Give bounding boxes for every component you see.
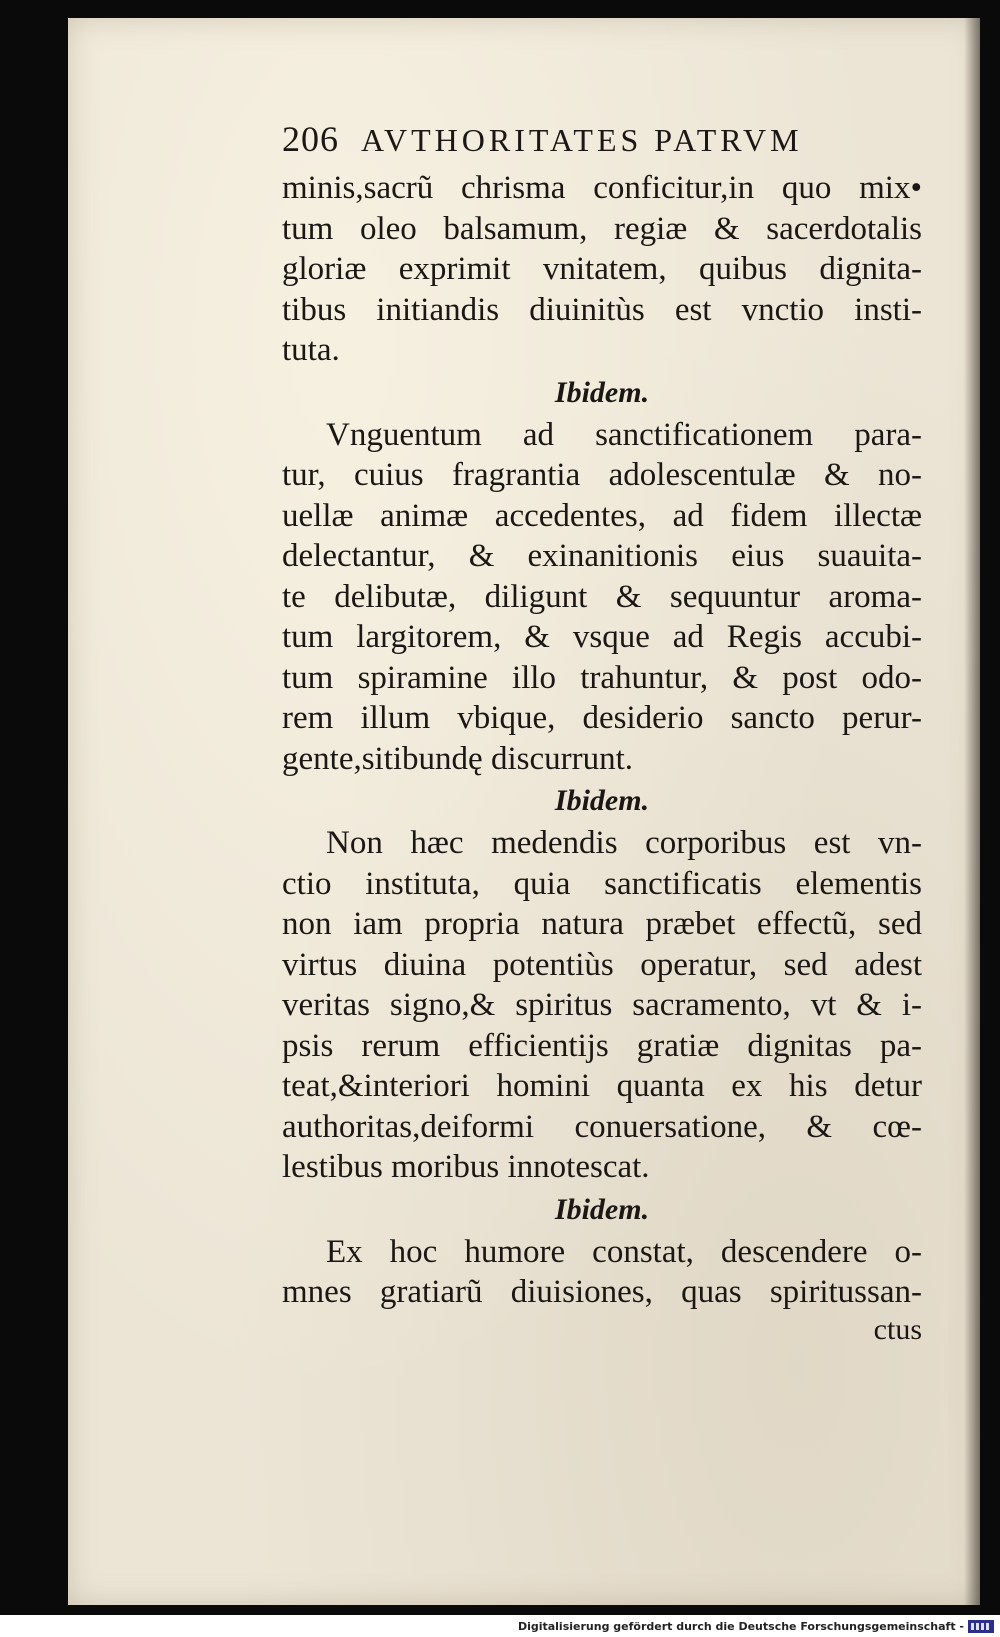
text-line: tur, cuius fragrantia adolescentulæ & no- <box>282 457 922 493</box>
section-heading: Ibidem. <box>554 784 650 817</box>
text-line: uellæ animæ accedentes, ad fidem illectæ <box>282 497 922 534</box>
text-line: tibus initiandis diuinitùs est vnctio insti- <box>282 291 922 328</box>
text-line: delectantur, & exinanitionis eius suauita- <box>282 538 922 574</box>
section-heading: Ibidem. <box>554 1192 650 1226</box>
text-line: lestibus moribus innotescat. <box>282 1149 650 1185</box>
text-line: virtus diuina potentiùs operatur, sed adest <box>282 946 922 983</box>
section-ibidem-2 <box>282 779 922 1188</box>
text-line: gloriæ exprimit vnitatem, quibus dignita- <box>282 251 922 287</box>
running-head <box>282 118 922 166</box>
text-line: teat,&interiori homini quanta ex his detur <box>282 1068 922 1104</box>
text-line: mnes gratiarũ diuisiones, quas spiritussan- <box>282 1274 922 1310</box>
text-line: te delibutæ, diligunt & sequuntur aroma- <box>282 578 922 615</box>
dfg-logo-icon <box>968 1620 994 1633</box>
text-line: non iam propria natura præbet effectũ, sed <box>282 906 922 942</box>
page-gutter-shadow <box>964 18 980 1605</box>
running-title: AVTHORITATES PATRVM <box>361 122 803 158</box>
text-line: psis rerum efficientijs gratiæ dignitas pa- <box>282 1027 922 1064</box>
text-line: veritas signo,& spiritus sacramento, vt & i- <box>282 987 922 1023</box>
section-ibidem-1 <box>282 371 922 780</box>
text-line: Ex hoc humore constat, descendere o- <box>326 1233 922 1270</box>
text-line: Non hæc medendis corporibus est vn- <box>326 825 922 861</box>
section-heading: Ibidem. <box>554 375 650 409</box>
text-line: minis,sacrũ chrisma conficitur,in quo mix• <box>282 170 922 206</box>
catchword-row <box>282 1313 922 1353</box>
text-line: Vnguentum ad sanctificationem para- <box>326 416 922 453</box>
credit-text: Digitalisierung gefördert durch die Deutsche Forschungsgemeinschaft - <box>517 1619 964 1633</box>
digitization-credit-bar <box>0 1615 1000 1637</box>
text-line: ctio instituta, quia sanctificatis elementis <box>282 865 922 902</box>
catchword: ctus <box>873 1312 922 1346</box>
section-ibidem-3 <box>282 1188 922 1313</box>
text-block <box>282 118 922 1353</box>
text-line: authoritas,deiformi conuersatione, & cœ- <box>282 1108 922 1145</box>
text-line: tum spiramine illo trahuntur, & post odo- <box>282 659 922 696</box>
text-line: tum largitorem, & vsque ad Regis accubi- <box>282 619 922 655</box>
book-page <box>68 18 980 1605</box>
text-line: gente,sitibundę discurrunt. <box>282 740 634 777</box>
text-line: rem illum vbique, desiderio sancto perur- <box>282 700 922 736</box>
text-line: tum oleo balsamum, regiæ & sacerdotalis <box>282 210 922 247</box>
passage-continued <box>282 168 922 371</box>
text-line: tuta. <box>282 332 340 368</box>
page-number: 206 <box>282 119 339 159</box>
